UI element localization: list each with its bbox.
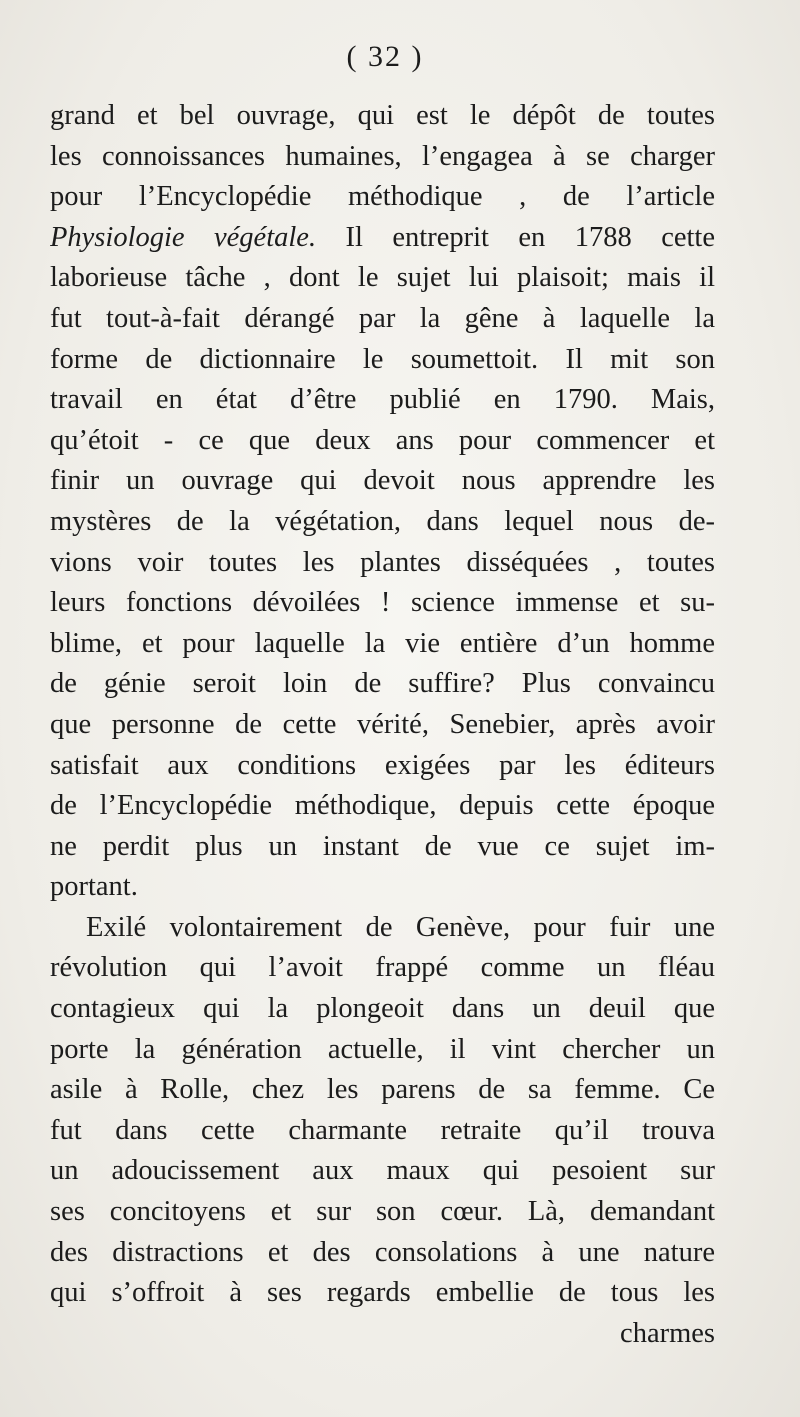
text-line: de génie seroit loin de suffire? Plus convaincu — [50, 668, 715, 700]
text-line: pour l’Encyclopédie méthodique , de l’article — [50, 181, 715, 213]
text-line: vions voir toutes les plantes disséquées , toutes — [50, 546, 715, 578]
text-line: révolution qui l’avoit frappé comme un fléau — [50, 952, 715, 984]
catchword: charmes — [620, 1317, 715, 1349]
text-line: ses concitoyens et sur son cœur. Là, demandant — [50, 1196, 715, 1228]
text-line: leurs fonctions dévoilées ! science immense et su- — [50, 587, 715, 619]
text-line: forme de dictionnaire le soumettoit. Il mit son — [50, 343, 715, 375]
text-line: porte la génération actuelle, il vint chercher un — [50, 1033, 715, 1065]
text-line: que personne de cette vérité, Senebier, après avoir — [50, 708, 715, 740]
text-line: qu’étoit - ce que deux ans pour commencer et — [50, 424, 715, 456]
text-line: de l’Encyclopédie méthodique, depuis cette époque — [50, 790, 715, 822]
page-number: ( 32 ) — [346, 40, 424, 73]
text-line: un adoucissement aux maux qui pesoient sur — [50, 1155, 715, 1187]
text-line: des distractions et des consolations à une nature — [50, 1236, 715, 1268]
text-line: fut tout-à-fait dérangé par la gêne à laquelle la — [50, 302, 715, 334]
text-line: blime, et pour laquelle la vie entière d’un homme — [50, 627, 715, 659]
text-line: les connoissances humaines, l’engagea à se charger — [50, 140, 715, 172]
text-line: grand et bel ouvrage, qui est le dépôt de toutes — [50, 100, 715, 131]
text-line: qui s’offroit à ses regards embellie de tous les — [50, 1277, 715, 1309]
text-line-rest: Il entreprit en 1788 cette — [316, 221, 715, 253]
text-line: fut dans cette charmante retraite qu’il trouva — [50, 1114, 715, 1146]
text-line: satisfait aux conditions exigées par les éditeurs — [50, 749, 715, 781]
text-line: travail en état d’être publié en 1790. Mais, — [50, 384, 715, 416]
text-line: finir un ouvrage qui devoit nous apprendre les — [50, 465, 715, 497]
italic-title: Physiologie végétale. — [50, 221, 317, 253]
paragraph-1 — [50, 96, 715, 908]
text-line: Exilé volontairement de Genève, pour fuir une — [86, 911, 715, 943]
text-line: laborieuse tâche , dont le sujet lui plaisoit; mais il — [50, 262, 715, 294]
text-line: asile à Rolle, chez les parens de sa femme. Ce — [50, 1074, 715, 1106]
paragraph-2 — [50, 908, 715, 1314]
text-line — [50, 218, 715, 259]
text-line: ne perdit plus un instant de vue ce sujet im- — [50, 830, 715, 862]
body-text — [50, 96, 715, 1354]
text-line: mystères de la végétation, dans lequel nous de- — [50, 505, 715, 537]
text-line: contagieux qui la plongeoit dans un deuil que — [50, 993, 715, 1025]
text-line: portant. — [50, 871, 138, 903]
